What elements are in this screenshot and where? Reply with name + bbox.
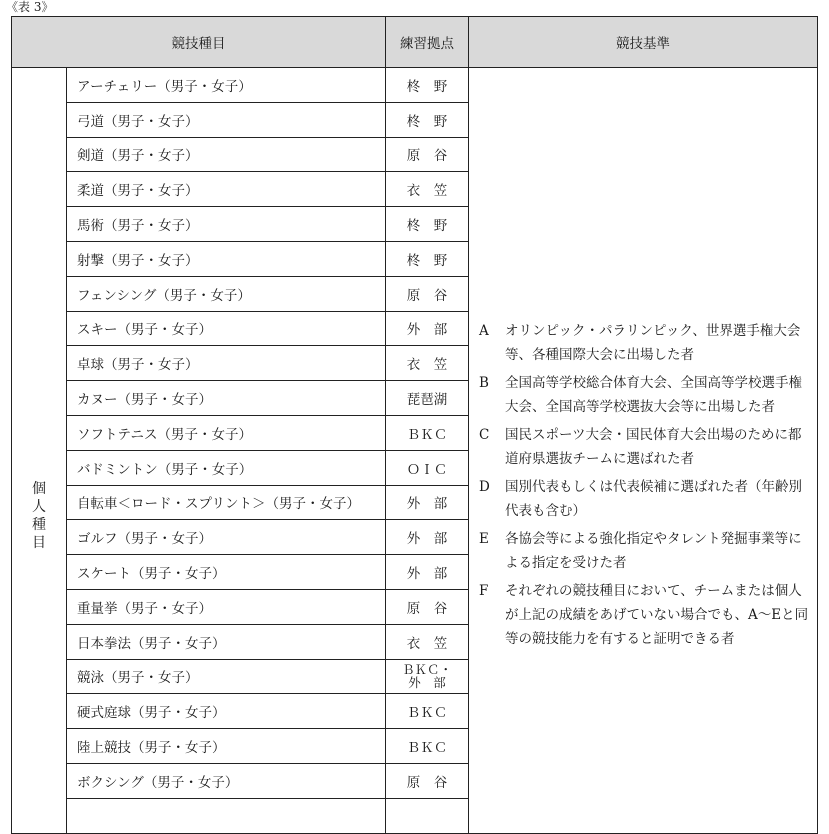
header-event: 競技種目 — [12, 17, 386, 68]
event-cell: ゴルフ（男子・女子） — [67, 520, 386, 555]
category-char: 目 — [32, 535, 46, 552]
header-row — [12, 17, 818, 68]
event-cell: 重量挙（男子・女子） — [67, 589, 386, 624]
event-cell: スキー（男子・女子） — [67, 311, 386, 346]
base-cell: ＢＫＣ — [386, 729, 469, 764]
base-cell: 柊 野 — [386, 68, 469, 103]
table-caption: 《表 3》 — [6, 0, 54, 14]
event-cell — [67, 798, 386, 833]
base-cell — [386, 798, 469, 833]
base-cell: ＢＫＣ — [386, 694, 469, 729]
criteria-letter: B — [479, 375, 489, 391]
criteria-item — [479, 579, 809, 651]
base-cell: 柊 野 — [386, 241, 469, 276]
criteria-text: それぞれの競技種目において、チームまたは個人が上記の成績をあげていない場合でも、A～Eと同等の競技能力を有すると証明できる者 — [505, 583, 809, 647]
table-row — [12, 68, 818, 103]
base-cell: 外 部 — [386, 520, 469, 555]
event-cell: 馬術（男子・女子） — [67, 207, 386, 242]
base-cell: 衣 笠 — [386, 624, 469, 659]
criteria-text: 全国高等学校総合体育大会、全国高等学校選手権大会、全国高等学校選抜大会等に出場した者 — [505, 375, 802, 415]
base-cell: 原 谷 — [386, 137, 469, 172]
event-cell: スケート（男子・女子） — [67, 555, 386, 590]
base-cell: 衣 笠 — [386, 346, 469, 381]
base-cell: 原 谷 — [386, 589, 469, 624]
event-cell: ボクシング（男子・女子） — [67, 763, 386, 798]
event-cell: 陸上競技（男子・女子） — [67, 729, 386, 764]
criteria-item — [479, 319, 809, 367]
event-cell: 剣道（男子・女子） — [67, 137, 386, 172]
event-cell: 自転車＜ロード・スプリント＞（男子・女子） — [67, 485, 386, 520]
event-cell: 柔道（男子・女子） — [67, 172, 386, 207]
criteria-letter: F — [479, 583, 489, 599]
criteria-letter: D — [479, 479, 490, 495]
event-cell: バドミントン（男子・女子） — [67, 450, 386, 485]
criteria-text: 国民スポーツ大会・国民体育大会出場のために都道府県選抜チームに選ばれた者 — [505, 427, 802, 467]
event-cell: 日本拳法（男子・女子） — [67, 624, 386, 659]
event-cell: 競泳（男子・女子） — [67, 659, 386, 694]
category-char: 個 — [32, 481, 46, 498]
base-cell: 衣 笠 — [386, 172, 469, 207]
criteria-letter: E — [479, 531, 489, 547]
criteria-item — [479, 475, 809, 523]
category-cell — [12, 68, 67, 834]
event-cell: ソフトテニス（男子・女子） — [67, 415, 386, 450]
base-cell: ＯＩＣ — [386, 450, 469, 485]
base-cell: 柊 野 — [386, 102, 469, 137]
event-cell: フェンシング（男子・女子） — [67, 276, 386, 311]
criteria-text: 各協会等による強化指定やタレント発掘事業等による指定を受けた者 — [505, 531, 802, 571]
criteria-text: 国別代表もしくは代表候補に選ばれた者（年齢別代表も含む） — [505, 479, 802, 519]
category-char: 人 — [32, 499, 46, 516]
event-cell: 弓道（男子・女子） — [67, 102, 386, 137]
criteria-item — [479, 527, 809, 575]
event-cell: 硬式庭球（男子・女子） — [67, 694, 386, 729]
criteria-text: オリンピック・パラリンピック、世界選手権大会等、各種国際大会に出場した者 — [505, 323, 801, 363]
base-cell: ＢＫＣ — [386, 415, 469, 450]
event-cell: カヌー（男子・女子） — [67, 381, 386, 416]
event-cell: 卓球（男子・女子） — [67, 346, 386, 381]
base-cell — [386, 659, 469, 694]
base-cell: 外 部 — [386, 555, 469, 590]
sports-table — [11, 16, 818, 834]
base-cell: 外 部 — [386, 311, 469, 346]
criteria-letter: C — [479, 427, 490, 443]
event-cell: アーチェリー（男子・女子） — [67, 68, 386, 103]
criteria-item — [479, 423, 809, 471]
criteria-letter: A — [479, 323, 489, 339]
header-criteria: 競技基準 — [469, 17, 818, 68]
event-cell: 射撃（男子・女子） — [67, 241, 386, 276]
base-cell: 柊 野 — [386, 207, 469, 242]
base-cell: 原 谷 — [386, 763, 469, 798]
base-cell: 外 部 — [386, 485, 469, 520]
category-char: 種 — [32, 517, 46, 534]
header-base: 練習拠点 — [386, 17, 469, 68]
criteria-cell — [469, 68, 818, 834]
base-line: 外 部 — [408, 675, 446, 691]
base-line: ＢＫＣ・ — [401, 662, 452, 678]
criteria-item — [479, 371, 809, 419]
base-cell: 琵琶湖 — [386, 381, 469, 416]
base-cell: 原 谷 — [386, 276, 469, 311]
